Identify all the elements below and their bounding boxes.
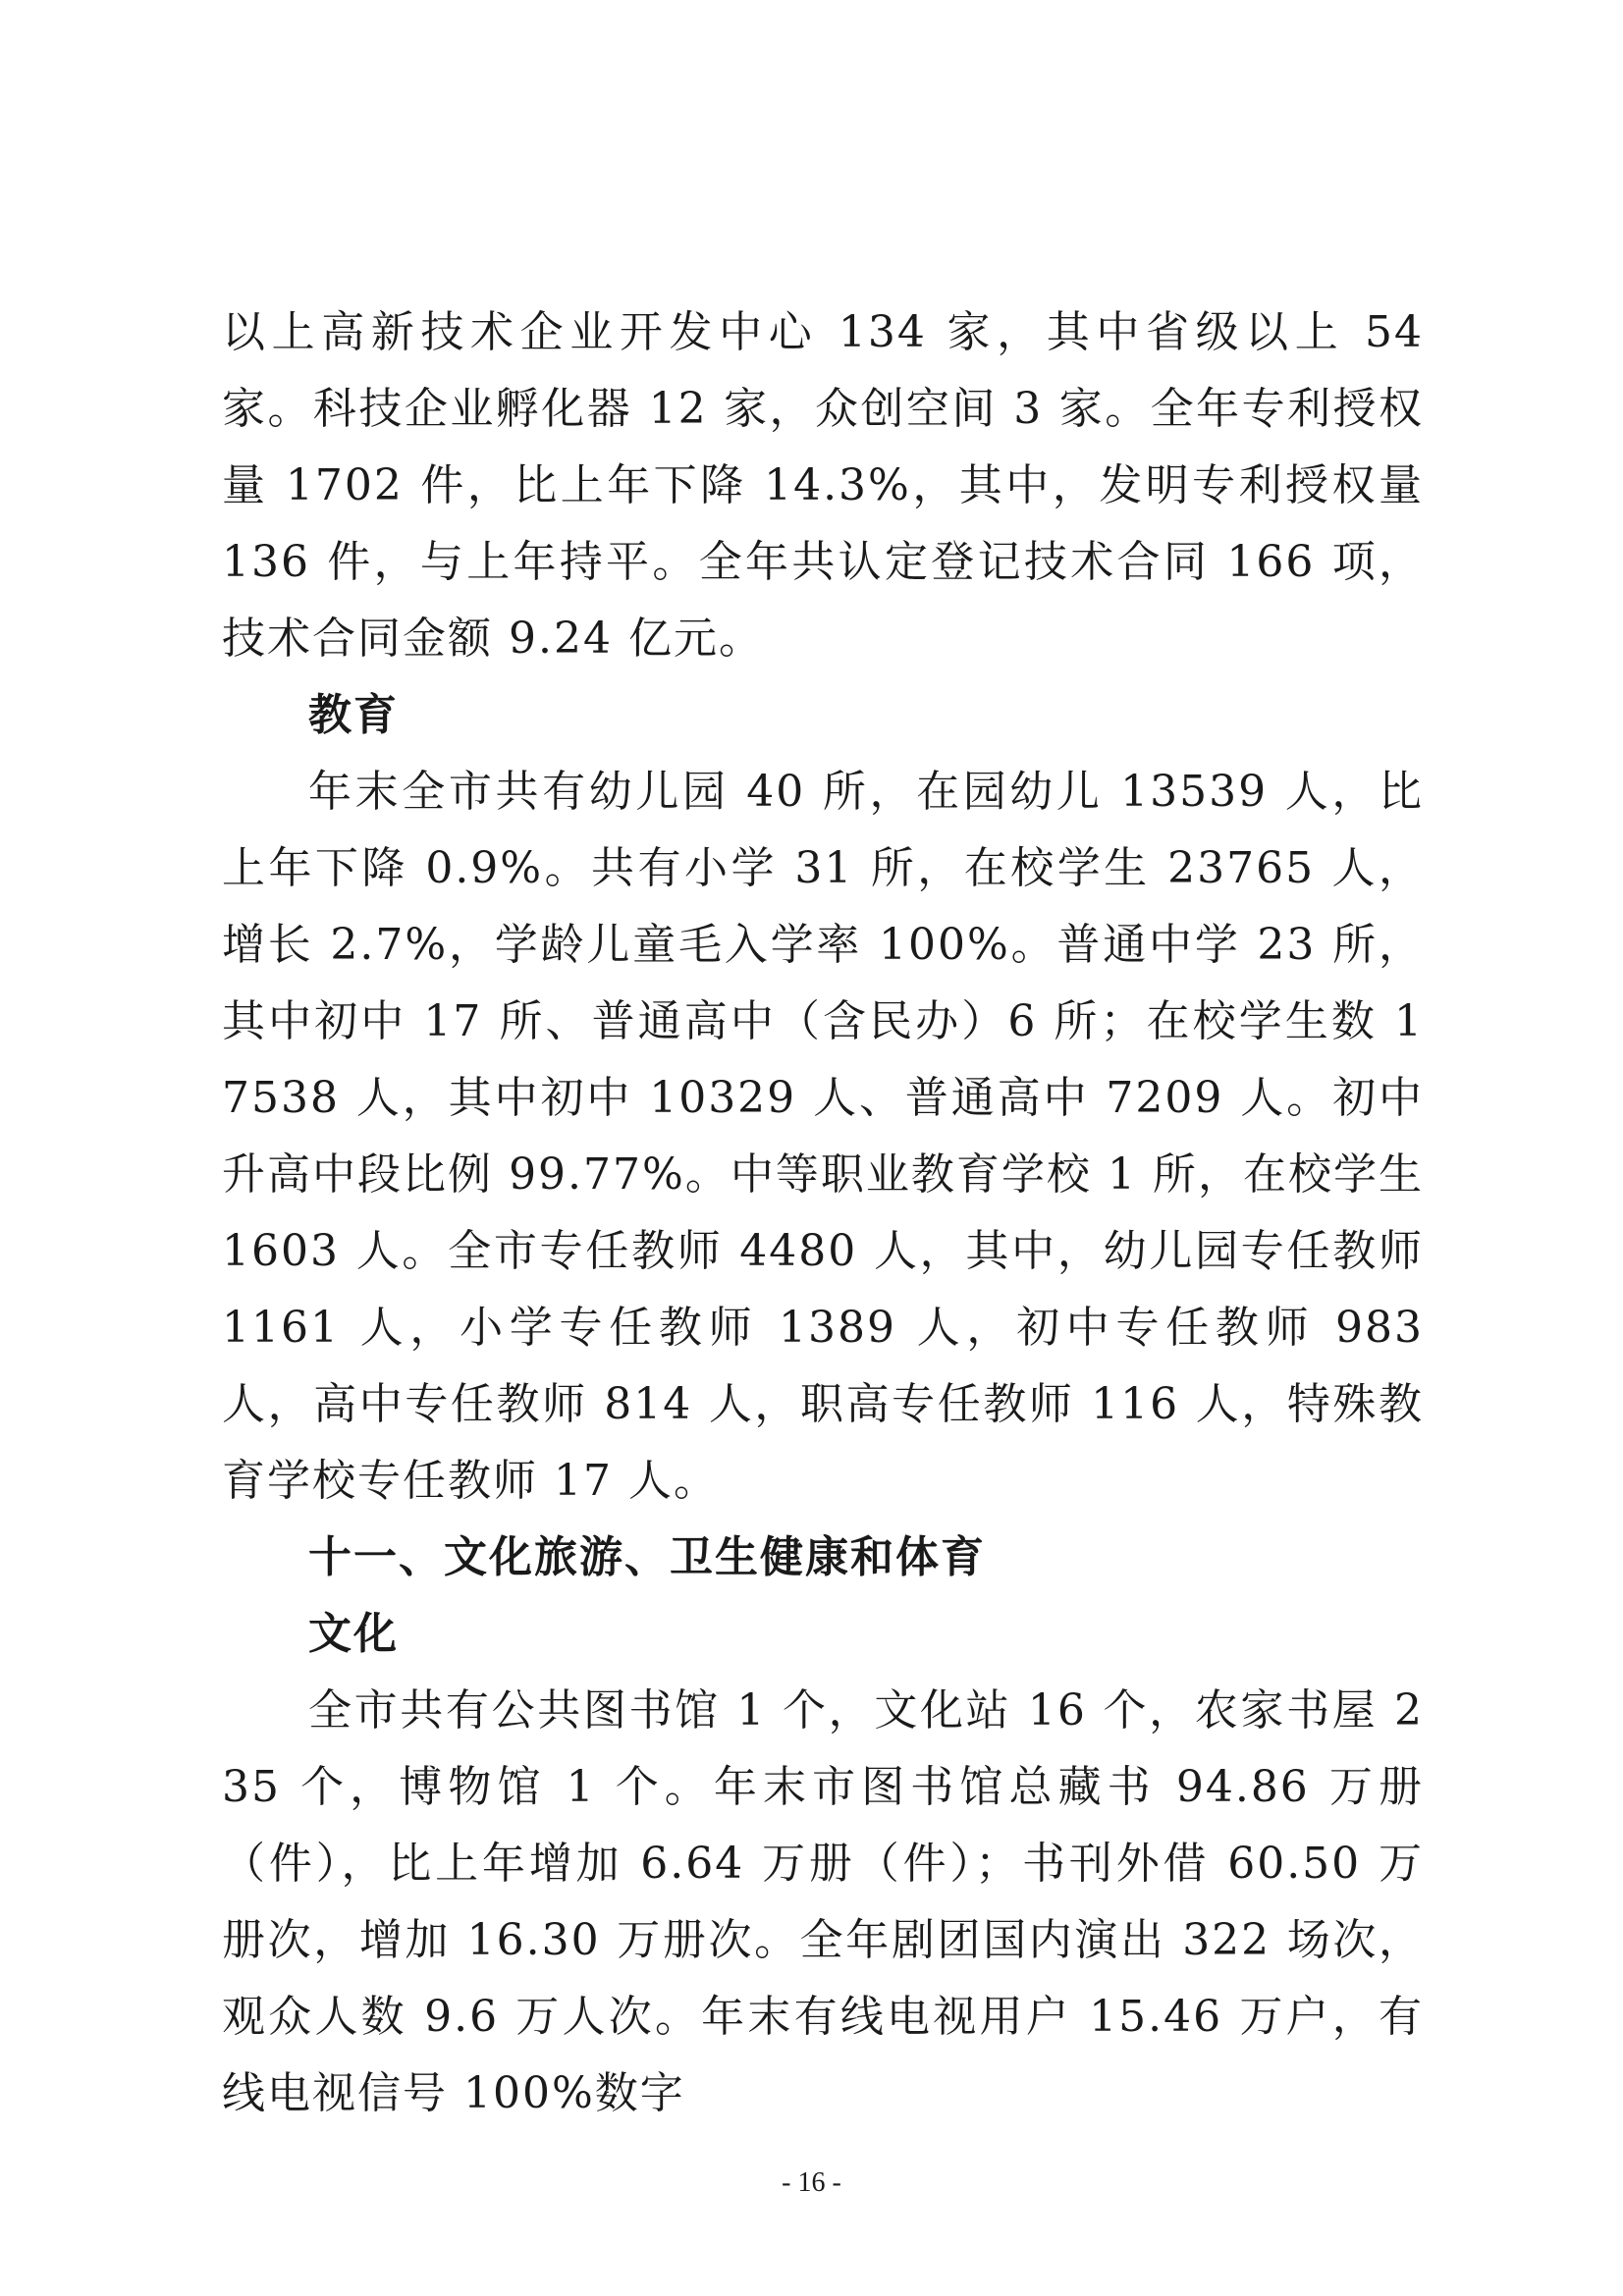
page-number: - 16 - [782, 2167, 841, 2198]
heading-section-11: 十一、文化旅游、卫生健康和体育 [308, 1532, 986, 1582]
paragraph-education: 年末全市共有幼儿园 40 所，在园幼儿 13539 人，比上年下降 0.9%。共有小学 31 所，在校学生 23765 人，增长 2.7%，学龄儿童毛入学率 100%。普通中学 23 所，其中初中 17 所、普通高中（含民办）6 所；在校学生数 17538 人，其中初中 10329 人、普通高中 7209 人。初中升高中段比例 99.77%。中等职业教育学校 1 所，在校学生 1603 人。全市专任教师 4480 人，其中，幼儿园专任教师 1161 人，小学专任教师 1389 人，初中专任教师 983 人，高中专任教师 814 人，职高专任教师 116 人，特殊教育学校专任教师 17 人。 [222, 767, 1424, 1506]
document-body [222, 294, 1424, 2132]
heading-culture: 文化 [308, 1609, 399, 1659]
heading-education: 教育 [308, 690, 399, 740]
paragraph-culture: 全市共有公共图书馆 1 个，文化站 16 个，农家书屋 235 个，博物馆 1 个。年末市图书馆总藏书 94.86 万册（件），比上年增加 6.64 万册（件）；书刊外借 60.50 万册次，增加 16.30 万册次。全年剧团国内演出 322 场次，观众人数 9.6 万人次。年末有线电视用户 15.46 万户，有线电视信号 100%数字 [222, 1685, 1424, 2118]
paragraph-technology-continued: 以上高新技术企业开发中心 134 家，其中省级以上 54 家。科技企业孵化器 12 家，众创空间 3 家。全年专利授权量 1702 件，比上年下降 14.3%，其中，发明专利授权量 136 件，与上年持平。全年共认定登记技术合同 166 项，技术合同金额 9.24 亿元。 [222, 307, 1424, 664]
